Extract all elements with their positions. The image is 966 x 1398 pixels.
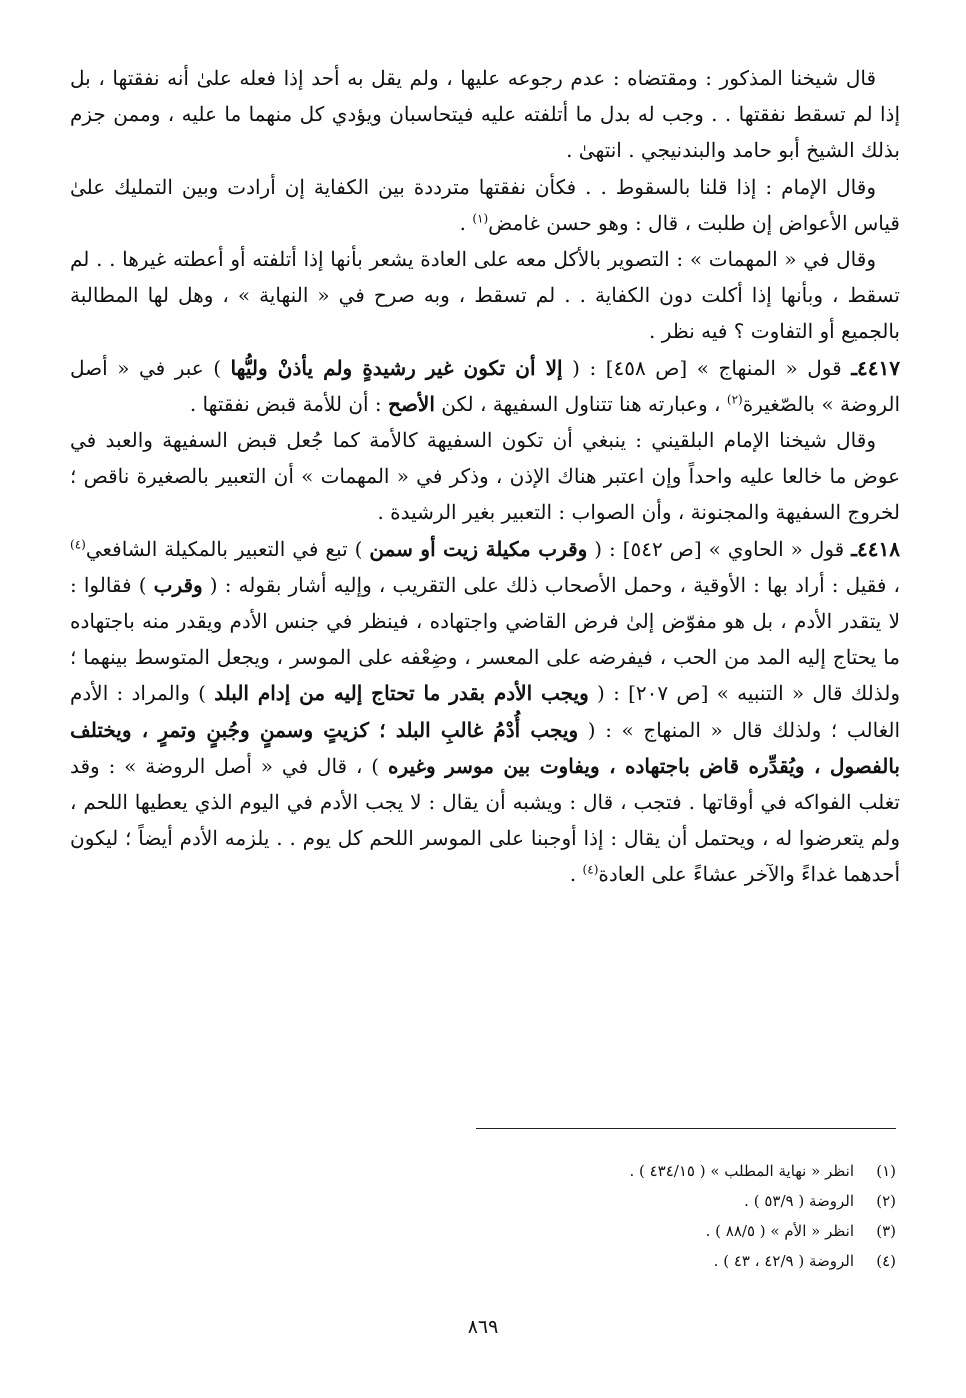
footnote-ref: (٤)	[582, 862, 599, 877]
footnote-ref: (٢)	[726, 392, 743, 407]
entry-4417: ٤٤١٧ـ قول « المنهاج » [ص ٤٥٨] : ( إلا أن تكون غير رشيدةٍ ولم يأذنْ وليُّها ) عبر في « أصل الروضة » بالصّغيرة$^{(٢)}$ ، وعبارته هنا تتناول السفيهة ، لكن الأصح : أن للأمة قبض نفقتها .	[70, 355, 901, 416]
quoted-text: إلا أن تكون غير رشيدةٍ ولم يأذنْ وليُّها	[230, 355, 563, 380]
footnote: (١)انظر « نهاية المطلب » ( ٤٣٤/١٥ ) .	[70, 1156, 896, 1186]
footnote-number: (٢)	[876, 1192, 896, 1210]
footnote: (٢)الروضة ( ٥٣/٩ ) .	[70, 1186, 896, 1216]
footnote-number: (١)	[876, 1162, 896, 1180]
entry-4418: ٤٤١٨ـ قول « الحاوي » [ص ٥٤٢] : ( وقرب مكيلة زيت أو سمن ) تبع في التعبير بالمكيلة الشافعي$^{(٤)}$ ، فقيل : أراد بها : الأوقية ، وحمل الأصحاب ذلك على التقريب ، وإليه أشار بقوله : ( وقرب ) فقالوا : لا يتقدر الأدم ، بل هو مفوّض إلىٰ فرض القاضي واجتهاده ، فينظر في جنس الأدم ويقدر منه باجتهاده ما يحتاج إليه المد من الحب ، فيفرضه على المعسر ، وضِعْفه على الموسر ، ويجعل المتوسط بينهما ؛ ولذلك قال « التنبيه » [ص ٢٠٧] : ( ويجب الأدم بقدر ما تحتاج إليه من إدام البلد ) والمراد : الأدم الغالب ؛ ولذلك قال « المنهاج » : ( ويجب أُدْمُ غالبِ البلد ؛ كزيتٍ وسمنٍ وجُبنٍ وتمرٍ ، ويختلف بالفصول ، ويُقدِّره قاض باجتهاده ، ويفاوت بين موسر وغيره ) ، قال في « أصل الروضة » : وقد تغلب الفواكه في أوقاتها . فتجب ، قال : ويشبه أن يقال : لا يجب الأدم في اليوم الذي يعطيها اللحم ، ولم يتعرضوا له ، ويحتمل أن يقال : إذا أوجبنا على الموسر اللحم كل يوم . . يلزمه الأدم أيضاً ؛ ليكون أحدهما غداءً والآخر عشاءً على العادة$^{(٤)}$ .	[70, 536, 901, 887]
footnote-ref: (٤)	[70, 536, 86, 551]
entry-number: ٤٤١٧ـ	[851, 355, 901, 380]
footnote-number: (٤)	[876, 1252, 896, 1270]
footnote-number: (٣)	[876, 1222, 896, 1240]
footnote: (٣)انظر « الأم » ( ٨٨/٥ ) .	[70, 1216, 896, 1246]
quoted-text: وقرب مكيلة زيت أو سمن	[369, 536, 588, 561]
footnote: (٤)الروضة ( ٤٢/٩ ، ٤٣ ) .	[70, 1246, 896, 1276]
main-text	[70, 60, 900, 893]
paragraph: قال شيخنا المذكور : ومقتضاه : عدم رجوعه عليها ، ولم يقل به أحد إذا فعله علىٰ أنه نفقتها ، بل إذا لم تسقط نفقتها . . وجب له بدل ما أتلفته عليه فيتحاسبان ويؤدي كل منهما ما عليه ، وممن جزم بذلك الشيخ أبو حامد والبندنيجي . انتهىٰ .	[70, 66, 900, 163]
paragraph: وقال الإمام : إذا قلنا بالسقوط . . فكأن نفقتها مترددة بين الكفاية إن أرادت وبين التمليك علىٰ قياس الأعواض إن طلبت ، قال : وهو حسن غامض$^{(١)}$ .	[70, 174, 900, 235]
footnote-divider	[476, 1128, 896, 1129]
footnotes	[70, 1156, 896, 1276]
paragraph: وقال شيخنا الإمام البلقيني : ينبغي أن تكون السفيهة كالأمة كما جُعل قبض السفيهة والعبد في عوض ما خالعا عليه واحداً وإن اعتبر هناك الإذن ، وذكر في « المهمات » أن التعبير بالصغيرة ناقص ؛ لخروج السفيهة والمجنونة ، وأن الصواب : التعبير بغير الرشيدة .	[70, 428, 900, 525]
page-number: ٨٦٩	[467, 1316, 499, 1338]
footnote-ref: (١)	[472, 211, 489, 226]
entry-number: ٤٤١٨ـ	[851, 536, 900, 561]
paragraph: وقال في « المهمات » : التصوير بالأكل معه على العادة يشعر بأنها إذا أتلفته أو أعطته غيرها . . لم تسقط ، وبأنها إذا أكلت دون الكفاية . . لم تسقط ، وبه صرح في « النهاية » ، وهل لها المطالبة بالجميع أو التفاوت ؟ فيه نظر .	[70, 247, 900, 344]
